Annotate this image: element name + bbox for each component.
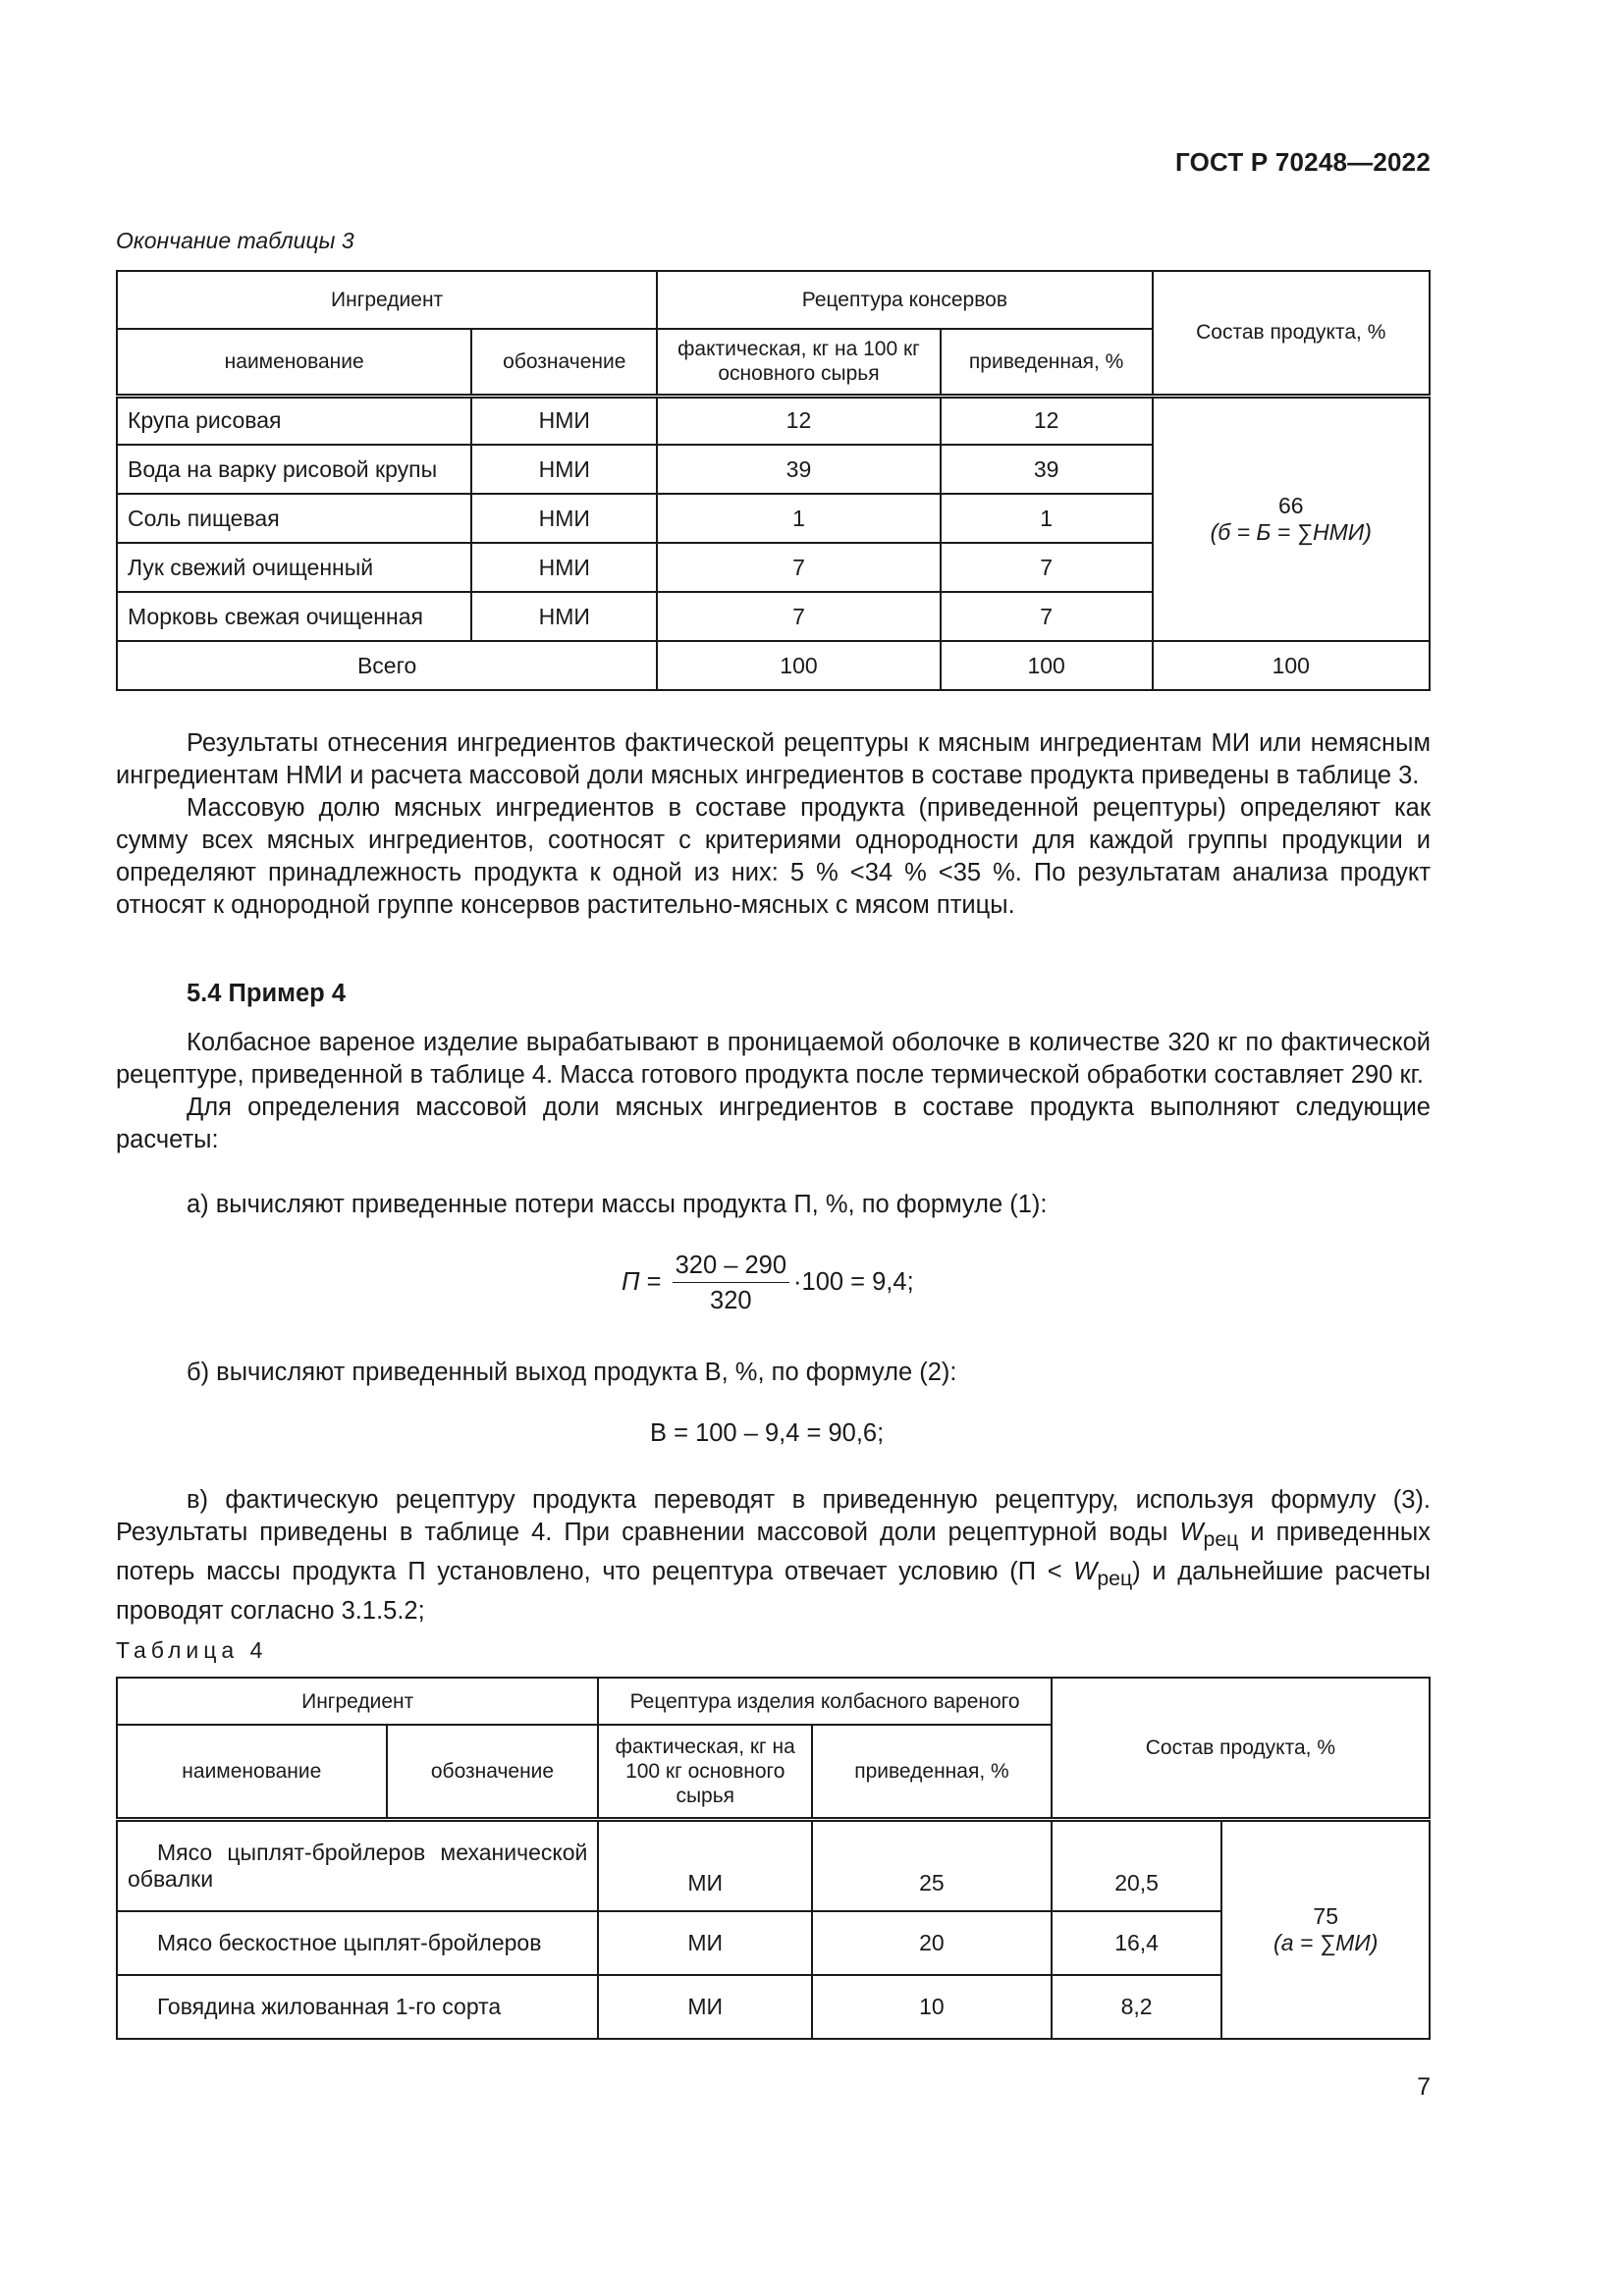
w-subscript: рец <box>1097 1567 1133 1591</box>
table3-cell-designation: НМИ <box>471 592 657 641</box>
table3-cell-actual: 39 <box>657 445 941 494</box>
paragraph <box>116 1484 1431 1628</box>
table3-header-ingredient: Ингредиент <box>117 271 657 329</box>
table-4 <box>116 1677 1431 2040</box>
table3-header-designation: обозначение <box>471 329 657 396</box>
w-subscript: рец <box>1203 1527 1239 1552</box>
table3-cell-actual: 7 <box>657 543 941 592</box>
table3-cell-designation: НМИ <box>471 543 657 592</box>
table3-header-reduced: приведенная, % <box>941 329 1153 396</box>
table3-cell-reduced: 7 <box>941 543 1153 592</box>
table4-name-text: Мясо цыплят-бройлеров механической обвалки <box>128 1839 588 1892</box>
table3-cell-designation: НМИ <box>471 396 657 445</box>
table4-cell-reduced: 8,2 <box>1052 1975 1222 2039</box>
table3-composition-value: 66 <box>1277 492 1304 518</box>
formula1-lhs: П <box>622 1268 640 1297</box>
paragraph: Для определения массовой доли мясных ингредиентов в составе продукта выполняют следующие расчеты: <box>116 1094 1431 1153</box>
table4-cell-designation: МИ <box>598 1911 812 1975</box>
paragraph-part: и приведенных потерь массы продукта П установлено, что рецептура отвечает условию (П < <box>116 1519 1431 1586</box>
table-row <box>117 1819 1430 1911</box>
formula-2: В = 100 – 9,4 = 90,6; <box>650 1419 885 1447</box>
table3-cell-reduced: 39 <box>941 445 1153 494</box>
table4-composition-value: 75 <box>1313 1902 1338 1929</box>
paragraph-block-3 <box>116 1484 1431 1628</box>
table3-cell-actual: 1 <box>657 494 941 543</box>
table4-composition-formula: (а = ∑МИ) <box>1273 1929 1379 1955</box>
page-number: 7 <box>1417 2073 1431 2101</box>
paragraph-block-1 <box>116 727 1431 922</box>
table3-total-composition: 100 <box>1153 641 1430 690</box>
table4-header-actual: фактическая, кг на 100 кг основного сырья <box>598 1725 812 1819</box>
table4-cell-actual: 10 <box>812 1975 1052 2039</box>
table3-cell-reduced: 7 <box>941 592 1153 641</box>
table4-header-ingredient: Ингредиент <box>117 1678 598 1725</box>
table4-cell-name: Мясо бескостное цыплят-бройлеров <box>117 1911 598 1975</box>
table4-cell-actual: 25 <box>812 1819 1052 1911</box>
table3-header-name: наименование <box>117 329 471 396</box>
paragraph-block-2 <box>116 1027 1431 1156</box>
list-item-a: а) вычисляют приведенные потери массы продукта П, %, по формуле (1): <box>187 1191 1048 1218</box>
formula1-fraction <box>673 1252 789 1315</box>
table4-cell-designation: МИ <box>598 1819 812 1911</box>
w-symbol: W <box>1179 1519 1204 1546</box>
table3-header-actual: фактическая, кг на 100 кг основного сырья <box>657 329 941 396</box>
table3-composition-formula: (б = Б = ∑НМИ) <box>1210 518 1372 545</box>
table3-header-recipe: Рецептура консервов <box>657 271 1152 329</box>
paragraph-part: ) и дальнейшие расчеты проводят согласно 3.1.5.2; <box>116 1558 1431 1626</box>
table4-cell-reduced: 20,5 <box>1052 1819 1222 1911</box>
table3-caption: Окончание таблицы 3 <box>116 228 354 253</box>
table3-cell-actual: 12 <box>657 396 941 445</box>
table4-header-recipe: Рецептура изделия колбасного вареного <box>598 1678 1051 1725</box>
formula1-numerator: 320 – 290 <box>673 1252 789 1283</box>
table4-header-composition: Состав продукта, % <box>1052 1678 1430 1819</box>
table-row <box>117 396 1430 445</box>
list-item-b: б) вычисляют приведенный выход продукта В, %, по формуле (2): <box>187 1359 957 1386</box>
table3-total-row <box>117 641 1430 690</box>
table3-cell-designation: НМИ <box>471 494 657 543</box>
table3-cell-reduced: 1 <box>941 494 1153 543</box>
table3-total-label: Всего <box>117 641 657 690</box>
table3-cell-name: Соль пищевая <box>117 494 471 543</box>
paragraph: Колбасное вареное изделие вырабатывают в проницаемой оболочке в количестве 320 кг по фактической рецептуре, приведенной в таблице 4. Масса готового продукта после термической обработки составляет 290 кг. <box>116 1029 1431 1089</box>
standard-header: ГОСТ Р 70248—2022 <box>1175 147 1431 177</box>
table4-cell-designation: МИ <box>598 1975 812 2039</box>
formula1-rhs: ·100 = 9,4; <box>793 1268 914 1297</box>
table4-caption: Таблица 4 <box>116 1637 268 1663</box>
table3-header-composition: Состав продукта, % <box>1153 271 1430 396</box>
table3-total-reduced: 100 <box>941 641 1153 690</box>
table4-composition-cell <box>1221 1819 1430 2039</box>
table3-total-actual: 100 <box>657 641 941 690</box>
table4-cell-actual: 20 <box>812 1911 1052 1975</box>
table4-header-reduced: приведенная, % <box>812 1725 1052 1819</box>
table3-cell-name: Лук свежий очищенный <box>117 543 471 592</box>
table-3 <box>116 270 1431 691</box>
table3-cell-name: Морковь свежая очищенная <box>117 592 471 641</box>
formula1-denominator: 320 <box>710 1287 752 1314</box>
table3-cell-reduced: 12 <box>941 396 1153 445</box>
table4-header-designation: обозначение <box>387 1725 599 1819</box>
table3-cell-name: Крупа рисовая <box>117 396 471 445</box>
paragraph: Массовую долю мясных ингредиентов в составе продукта (приведенной рецептуры) определяют как сумму всех мясных ингредиентов, соотносят с критериями однородности для каждой группы продукции и определяют принадлежность продукта к одной из них: 5 % <34 % <35 %. По результатам анализа продукт относят к однородной группе консервов растительно-мясных с мясом птицы. <box>116 794 1431 919</box>
table4-cell-reduced: 16,4 <box>1052 1911 1222 1975</box>
table4-cell-name: Говядина жилованная 1-го сорта <box>117 1975 598 2039</box>
paragraph: Результаты отнесения ингредиентов фактической рецептуры к мясным ингредиентам МИ или немясным ингредиентам НМИ и расчета массовой доли мясных ингредиентов в составе продукта приведены в таблице 3. <box>116 729 1431 789</box>
table3-cell-actual: 7 <box>657 592 941 641</box>
paragraph-part: в) фактическую рецептуру продукта переводят в приведенную рецептуру, используя формулу (3). Результаты приведены в таблице 4. При сравнении массовой доли рецептурной воды <box>116 1486 1431 1546</box>
w-symbol: W <box>1073 1558 1098 1586</box>
table3-cell-designation: НМИ <box>471 445 657 494</box>
formula-1 <box>622 1252 914 1315</box>
formula1-eq: = <box>646 1268 662 1297</box>
table3-cell-name: Вода на варку рисовой крупы <box>117 445 471 494</box>
table4-cell-name <box>117 1819 598 1911</box>
table3-composition-cell <box>1153 396 1430 641</box>
table4-header-name: наименование <box>117 1725 387 1819</box>
section-heading: 5.4 Пример 4 <box>187 980 347 1007</box>
